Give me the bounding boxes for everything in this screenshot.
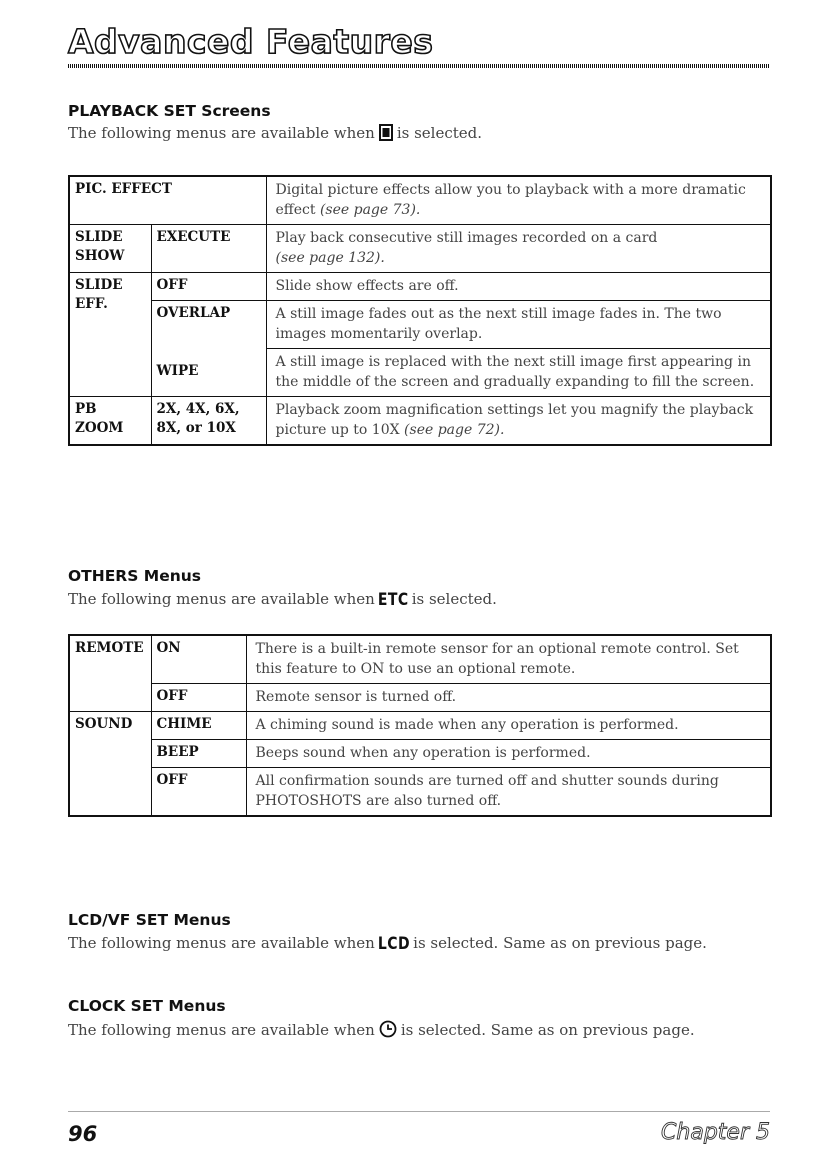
menu-desc-text: Playback zoom magnification settings let you magnify the playback picture up to 10X (275, 402, 754, 438)
menu-desc-sound-off: All confirmation sounds are turned off and shutter sounds during PHOTOSHOTS are also turned off. (246, 768, 771, 817)
clock-section-desc (68, 1020, 695, 1042)
page-number: 96 (68, 1122, 98, 1146)
others-section-desc (68, 590, 497, 608)
menu-desc-slide-eff-off: Slide show effects are off. (266, 273, 771, 301)
others-desc-before: The following menus are available when (68, 590, 375, 608)
lcdvf-section-title: LCD/VF SET Menus (68, 911, 231, 929)
page-reference: (see page 72). (404, 422, 505, 438)
others-desc-after: is selected. (411, 590, 497, 608)
table-row (69, 301, 771, 349)
menu-desc-pic-effect (266, 176, 771, 225)
menu-label-pb-zoom: PB ZOOM (69, 397, 151, 446)
menu-option-off: OFF (151, 273, 266, 301)
menu-desc-wipe: A still image is replaced with the next still image first appearing in the middle of the screen and gradually expanding to fill the screen. (266, 349, 771, 397)
clock-icon (379, 1020, 397, 1042)
others-section-title: OTHERS Menus (68, 567, 202, 585)
menu-option-zoom-levels: 2X, 4X, 6X, 8X, or 10X (151, 397, 266, 446)
lcdvf-section-desc (68, 934, 707, 952)
etc-icon: ETC (377, 590, 409, 610)
menu-desc-slide-show (266, 225, 771, 273)
page-reference: (see page 73). (319, 202, 421, 218)
menu-desc-remote-off: Remote sensor is turned off. (246, 684, 771, 712)
table-row (69, 349, 771, 397)
table-row (69, 225, 771, 273)
menu-desc-pb-zoom (266, 397, 771, 446)
playback-desc-after: is selected. (396, 124, 483, 142)
playback-icon (379, 124, 393, 145)
table-row (69, 273, 771, 301)
page-reference: (see page 132). (275, 250, 385, 266)
menu-label-remote: REMOTE (75, 640, 144, 656)
lcdvf-desc-before: The following menus are available when (68, 934, 375, 952)
table-row (69, 740, 771, 768)
lcdvf-desc-after: is selected. Same as on previous page. (413, 934, 707, 952)
menu-option-overlap: OVERLAP (151, 301, 266, 349)
menu-desc-text: Play back consecutive still images recorded on a card (275, 230, 658, 246)
menu-label-slide-show: SLIDE SHOW (69, 225, 151, 273)
table-row (69, 768, 771, 817)
playback-section-desc (68, 124, 482, 145)
menu-desc-remote-on: There is a built-in remote sensor for an optional remote control. Set this feature to ON to use an optional remote. (255, 641, 739, 677)
clock-desc-before: The following menus are available when (68, 1021, 375, 1039)
playback-desc-before: The following menus are available when (68, 124, 375, 142)
menu-option-execute: EXECUTE (151, 225, 266, 273)
footer-rule (68, 1111, 770, 1112)
table-row (69, 176, 771, 225)
table-row (69, 397, 771, 446)
page-header-title: Advanced Features (68, 22, 434, 61)
menu-label-pic-effect: PIC. EFFECT (69, 176, 266, 225)
playback-menu-table (68, 175, 772, 446)
others-menu-table (68, 634, 772, 817)
table-row (69, 684, 771, 712)
menu-label-slide-eff: SLIDE EFF. (69, 273, 151, 397)
menu-option-chime: CHIME (151, 712, 246, 740)
menu-desc-chime: A chiming sound is made when any operation is performed. (246, 712, 771, 740)
lcd-icon: LCD (377, 934, 411, 954)
clock-section-title: CLOCK SET Menus (68, 997, 226, 1015)
menu-option-off: OFF (151, 684, 246, 712)
menu-desc-beep: Beeps sound when any operation is performed. (246, 740, 771, 768)
menu-option-wipe: WIPE (151, 349, 266, 397)
menu-option-beep: BEEP (151, 740, 246, 768)
clock-desc-after: is selected. Same as on previous page. (400, 1021, 695, 1039)
chapter-label: Chapter 5 (661, 1120, 770, 1145)
table-row (69, 712, 771, 740)
menu-label-sound: SOUND (69, 712, 151, 817)
header-rule (68, 64, 770, 68)
table-row (69, 635, 771, 684)
menu-desc-text: Digital picture effects allow you to playback with a more dramatic effect (275, 182, 746, 218)
menu-desc-overlap: A still image fades out as the next still image fades in. The two images momentarily overlap. (266, 301, 771, 349)
menu-option-on: ON (151, 635, 246, 684)
menu-option-sound-off: OFF (151, 768, 246, 817)
playback-section-title: PLAYBACK SET Screens (68, 102, 271, 120)
